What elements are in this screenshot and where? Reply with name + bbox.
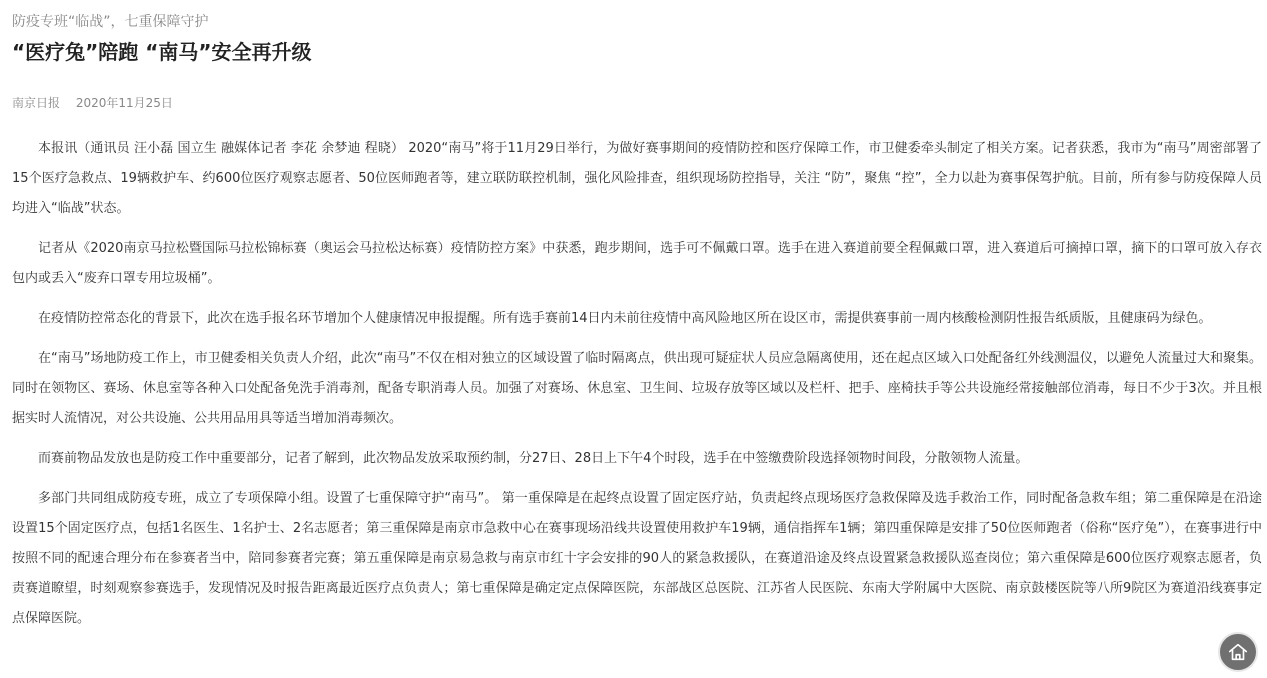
article-paragraph: 多部门共同组成防疫专班，成立了专项保障小组。设置了七重保障守护“南马”。 第一重保障是在起终点设置了固定医疗站，负责起终点现场医疗急救保障及选手救治工作，同时配备急救车组；第二重保障是在沿途设置15个固定医疗点，包括1名医生、1名护士、2名志愿者；第三重保障是南京市急救中心在赛事现场沿线共设置使用救护车19辆，通信指挥车1辆；第四重保障是安排了50位医师跑者（俗称“医疗兔”），在赛事进行中按照不同的配速合理分布在参赛者当中，陪同参赛者完赛；第五重保障是南京易急救与南京市红十字会安排的90人的紧急救援队，在赛道沿途及终点设置紧急救援队巡查岗位；第六重保障是600位医疗观察志愿者，负责赛道瞭望，时刻观察参赛选手，发现情况及时报告距离最近医疗点负责人；第七重保障是确定定点保障医院，东部战区总医院、江苏省人民医院、东南大学附属中大医院、南京鼓楼医院等八所9院区为赛道沿线赛事定点保障医院。 [12, 491, 1262, 626]
article-body [12, 134, 1262, 634]
article-title: “医疗兔”陪跑 “南马”安全再升级 [12, 40, 312, 64]
article-source: 南京日报 [12, 96, 61, 110]
article-meta [12, 94, 1262, 112]
article-paragraph: 在疫情防控常态化的背景下，此次在选手报名环节增加个人健康情况申报提醒。所有选手赛前14日内未前往疫情中高风险地区所在设区市，需提供赛事前一周内核酸检测阴性报告纸质版，且健康码为绿色。 [38, 311, 1212, 326]
home-button[interactable] [1218, 632, 1258, 672]
article-paragraph: 记者从《2020南京马拉松暨国际马拉松锦标赛（奥运会马拉松达标赛）疫情防控方案》中获悉，跑步期间，选手可不佩戴口罩。选手在进入赛道前要全程佩戴口罩，进入赛道后可摘掉口罩，摘下的口罩可放入存衣包内或丢入“废弃口罩专用垃圾桶”。 [12, 241, 1262, 286]
article [12, 0, 1262, 644]
article-subtitle: 防疫专班“临战”，七重保障守护 [12, 14, 209, 30]
article-date: 2020年11月25日 [75, 96, 173, 110]
article-paragraph: 而赛前物品发放也是防疫工作中重要部分，记者了解到，此次物品发放采取预约制，分27日、28日上下午4个时段，选手在中签缴费阶段选择领物时间段，分散领物人流量。 [38, 451, 1029, 466]
article-paragraph: 本报讯（通讯员 汪小磊 国立生 融媒体记者 李花 余梦迪 程晓） 2020“南马”将于11月29日举行，为做好赛事期间的疫情防控和医疗保障工作，市卫健委牵头制定了相关方案。记者获悉，我市为“南马”周密部署了15个医疗急救点、19辆救护车、约600位医疗观察志愿者、50位医师跑者等，建立联防联控机制，强化风险排查，组织现场防控指导，关注 “防”，聚焦 “控”，全力以赴为赛事保驾护航。目前，所有参与防疫保障人员均进入“临战”状态。 [12, 141, 1262, 216]
article-paragraph: 在“南马”场地防疫工作上，市卫健委相关负责人介绍，此次“南马”不仅在相对独立的区域设置了临时隔离点，供出现可疑症状人员应急隔离使用，还在起点区域入口处配备红外线测温仪，以避免人流量过大和聚集。同时在领物区、赛场、休息室等各种入口处配备免洗手消毒剂，配备专职消毒人员。加强了对赛场、休息室、卫生间、垃圾存放等区域以及栏杆、把手、座椅扶手等公共设施经常接触部位消毒，每日不少于3次。并且根据实时人流情况，对公共设施、公共用品用具等适当增加消毒频次。 [12, 351, 1262, 426]
home-icon [1227, 641, 1249, 663]
